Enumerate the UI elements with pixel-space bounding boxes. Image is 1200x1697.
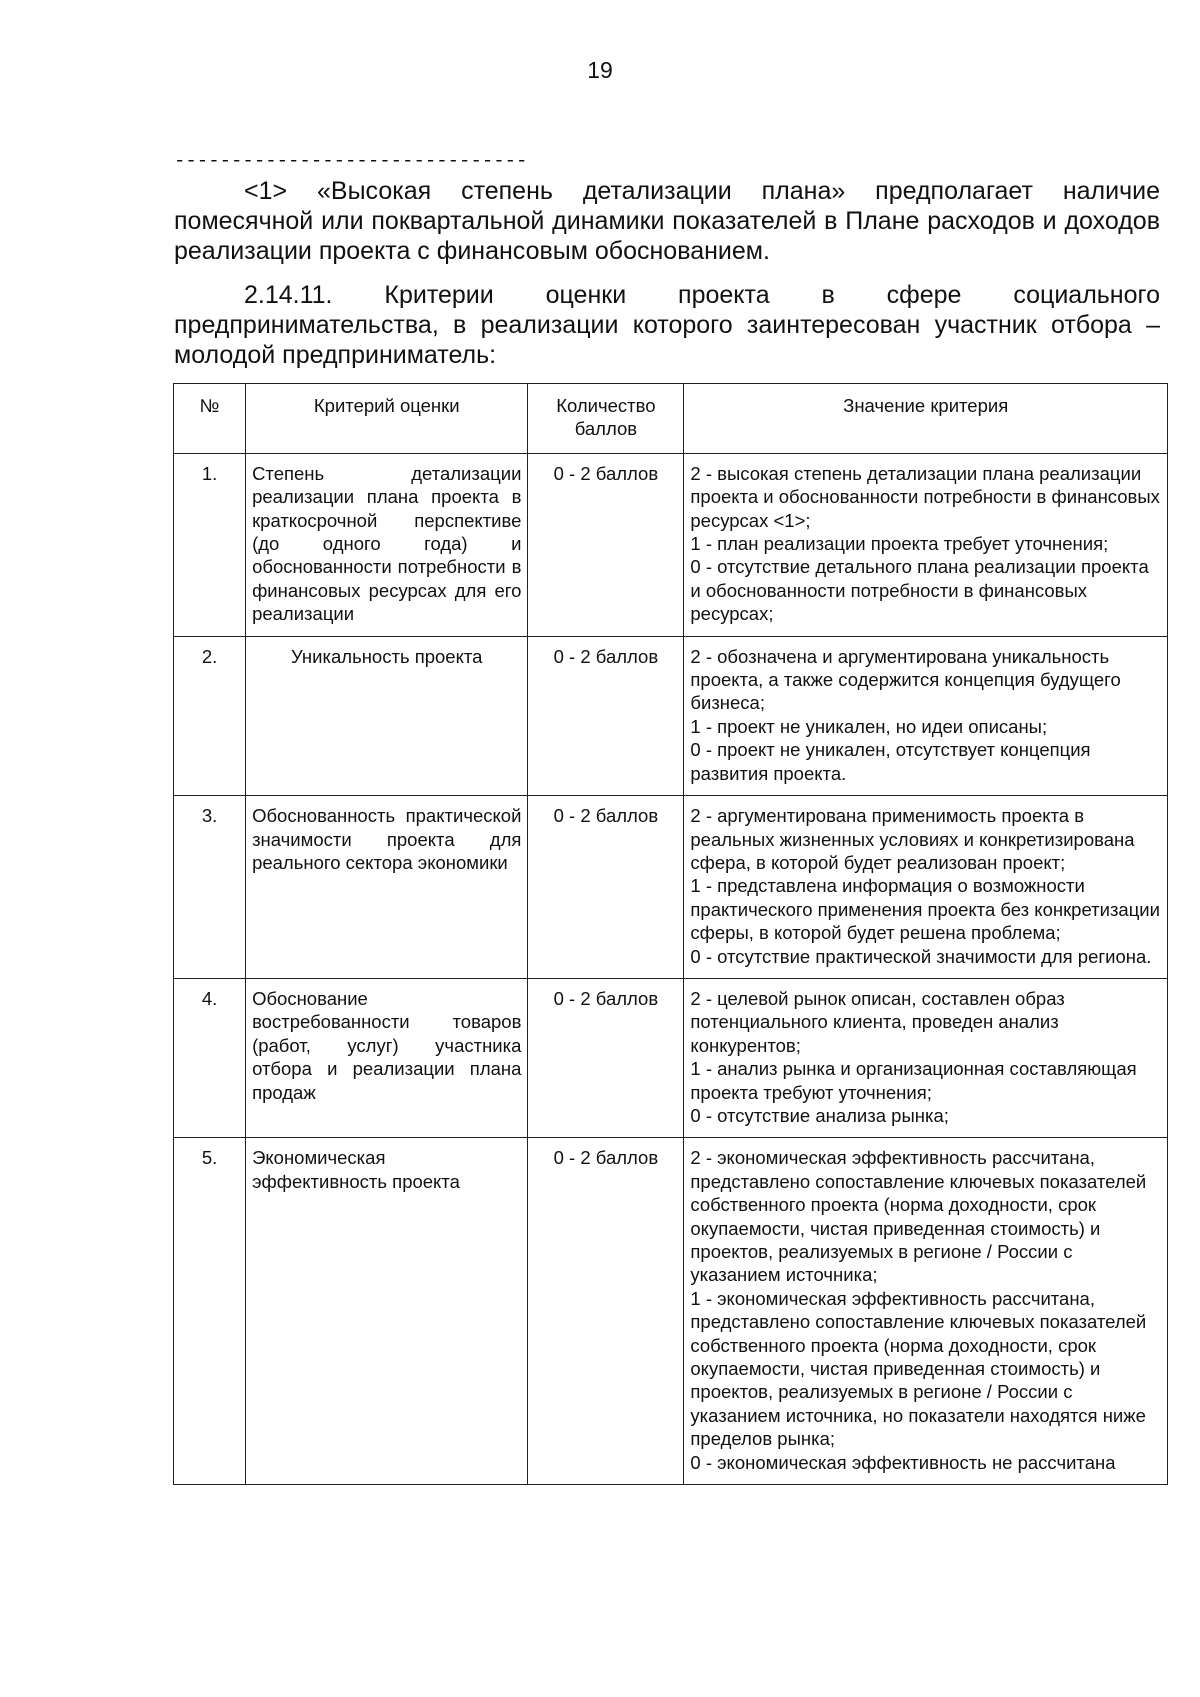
- value-line: 2 - целевой рынок описан, составлен образ потенциального клиента, проведен анализ конкурентов;: [690, 987, 1065, 1056]
- value-line: 1 - план реализации проекта требует уточнения;: [690, 533, 1109, 555]
- row-values: [684, 1138, 1168, 1485]
- table-row: [174, 636, 1168, 795]
- row-values: [684, 796, 1168, 979]
- value-line: 0 - экономическая эффективность не рассчитана: [690, 1451, 1116, 1473]
- footnote-paragraph: [174, 176, 1160, 266]
- row-score: 0 - 2 баллов: [528, 978, 684, 1137]
- value-line: 1 - экономическая эффективность рассчитана, представлено сопоставление ключевых показателей собственного проекта (норма доходности, срок окупаемости, чистая приведенная стоимость) и проектов, реализуемых в регионе / России с указанием источника, но показатели находятся ниже пределов рынка;: [690, 1287, 1147, 1450]
- row-criterion: Экономическая эффективность проекта: [246, 1138, 528, 1485]
- value-line: 0 - проект не уникален, отсутствует концепция развития проекта.: [690, 739, 1091, 784]
- value-line: 0 - отсутствие анализа рынка;: [690, 1104, 949, 1126]
- row-score: 0 - 2 баллов: [528, 796, 684, 979]
- footnote-separator: -------------------------------: [174, 150, 528, 172]
- table-row: [174, 978, 1168, 1137]
- table-header-row: [174, 384, 1168, 454]
- value-line: 2 - высокая степень детализации плана реализации проекта и обоснованности потребности в финансовых ресурсах <1>;: [690, 462, 1160, 531]
- value-line: 0 - отсутствие детального плана реализации проекта и обоснованности потребности в финансовых ресурсах;: [690, 556, 1149, 625]
- row-criterion: Степень детализации реализации плана проекта в краткосрочной перспективе (до одного года) и обоснованности потребности в финансовых ресурсах для его реализации: [246, 453, 528, 636]
- value-line: 2 - обозначена и аргументирована уникальность проекта, а также содержится концепция будущего бизнеса;: [690, 645, 1121, 714]
- row-values: [684, 453, 1168, 636]
- section-paragraph: [174, 280, 1160, 370]
- criteria-table: [173, 383, 1168, 1485]
- row-number: 1.: [174, 453, 246, 636]
- table-row: [174, 796, 1168, 979]
- table-row: [174, 1138, 1168, 1485]
- value-line: 2 - экономическая эффективность рассчитана, представлено сопоставление ключевых показателей собственного проекта (норма доходности, срок окупаемости, чистая приведенная стоимость) и проектов, реализуемых в регионе / России с указанием источника;: [690, 1147, 1147, 1286]
- row-criterion: Уникальность проекта: [246, 636, 528, 795]
- section-text: 2.14.11. Критерии оценки проекта в сфере социального предпринимательства, в реализации которого заинтересован участник отбора – молодой предприниматель:: [174, 281, 1160, 369]
- row-number: 4.: [174, 978, 246, 1137]
- row-values: [684, 636, 1168, 795]
- header-num: №: [174, 384, 246, 454]
- header-score: Количество баллов: [528, 384, 684, 454]
- value-line: 1 - анализ рынка и организационная составляющая проекта требуют уточнения;: [690, 1058, 1137, 1103]
- row-number: 3.: [174, 796, 246, 979]
- value-line: 1 - представлена информация о возможности практического применения проекта без конкретизации сферы, в которой будет решена проблема;: [690, 875, 1160, 944]
- row-criterion: Обоснование востребованности товаров (работ, услуг) участника отбора и реализации плана продаж: [246, 978, 528, 1137]
- row-criterion: Обоснованность практической значимости проекта для реального сектора экономики: [246, 796, 528, 979]
- table-row: [174, 453, 1168, 636]
- value-line: 1 - проект не уникален, но идеи описаны;: [690, 715, 1048, 737]
- value-line: 2 - аргументирована применимость проекта в реальных жизненных условиях и конкретизирована сфера, в которой будет реализован проект;: [690, 805, 1135, 873]
- row-number: 5.: [174, 1138, 246, 1485]
- footnote-text: <1> «Высокая степень детализации плана» предполагает наличие помесячной или поквартальной динамики показателей в Плане расходов и доходов реализации проекта с финансовым обоснованием.: [174, 177, 1160, 265]
- row-score: 0 - 2 баллов: [528, 1138, 684, 1485]
- value-line: 0 - отсутствие практической значимости для региона.: [690, 945, 1152, 967]
- header-criterion: Критерий оценки: [246, 384, 528, 454]
- row-score: 0 - 2 баллов: [528, 453, 684, 636]
- row-number: 2.: [174, 636, 246, 795]
- row-values: [684, 978, 1168, 1137]
- page-number: 19: [587, 57, 613, 83]
- header-value: Значение критерия: [684, 384, 1168, 454]
- row-score: 0 - 2 баллов: [528, 636, 684, 795]
